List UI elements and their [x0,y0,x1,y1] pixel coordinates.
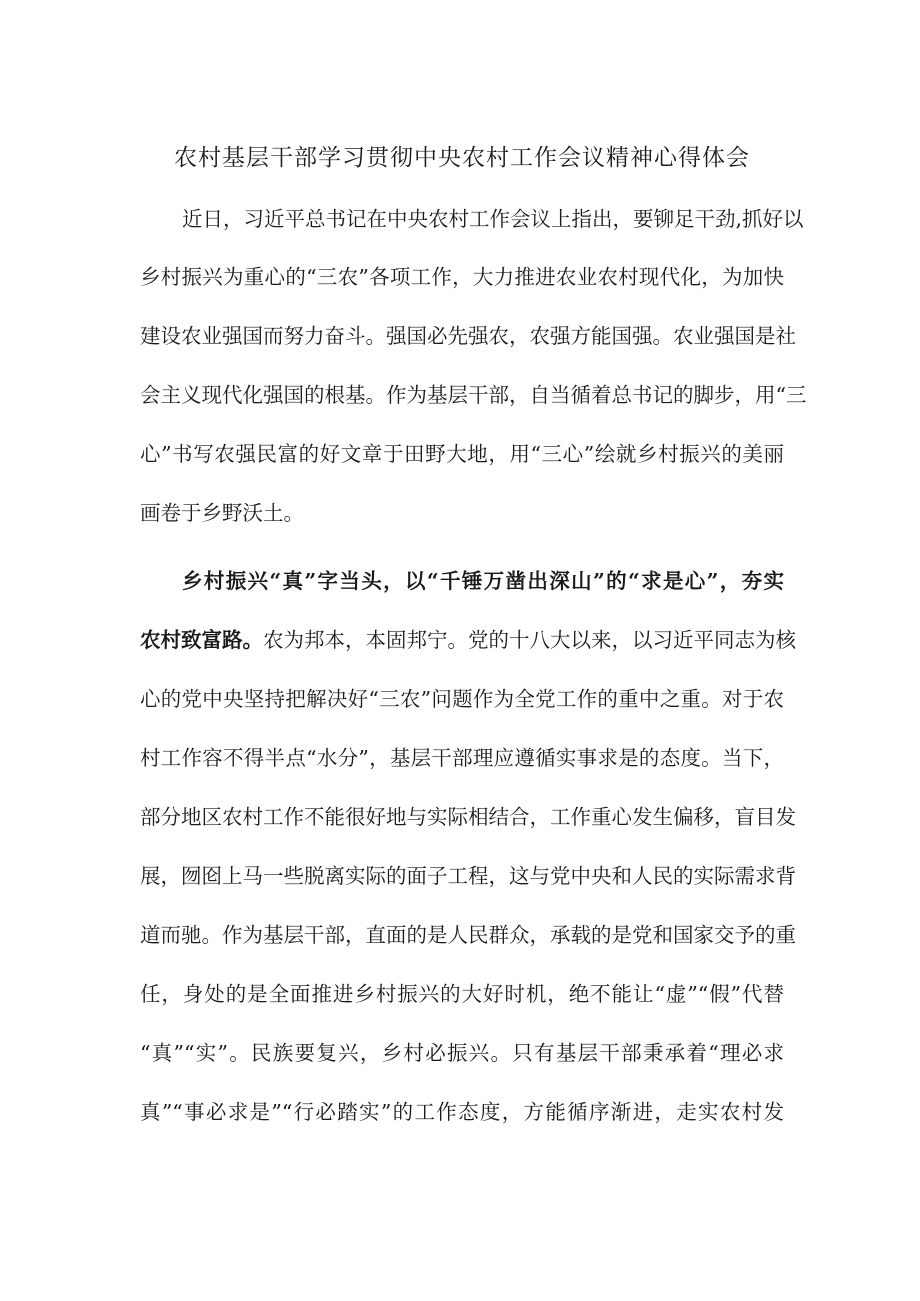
paragraph-1-line-1: 近日，习近平总书记在中央农村工作会议上指出，要铆足干劲,抓好以 [182,207,804,231]
paragraph-2-line-2-rest: 农为邦本，本固邦宁。党的十八大以来，以习近平同志为核 [263,628,796,652]
paragraph-2-line-6: 展，囫囵上马一些脱离实际的面子工程，这与党中央和人民的实际需求背 [140,864,796,888]
paragraph-1-line-3: 建设农业强国而努力奋斗。强国必先强农，农强方能国强。农业强国是社 [140,324,796,348]
paragraph-1-line-4: 会主义现代化强国的根基。作为基层干部，自当循着总书记的脚步，用“三 [140,383,807,407]
document-title: 农村基层干部学习贯彻中央农村工作会议精神心得体会 [174,145,750,171]
paragraph-1-line-6: 画卷于乡野沃土。 [140,501,304,525]
paragraph-2-line-2 [140,625,796,655]
paragraph-1-line-2: 乡村振兴为重心的“三农”各项工作，大力推进农业农村现代化，为加快 [140,265,784,289]
paragraph-2-line-5: 部分地区农村工作不能很好地与实际相结合，工作重心发生偏移，盲目发 [140,805,796,829]
paragraph-2-line-3: 心的党中央坚持把解决好“三农”问题作为全党工作的重中之重。对于农 [140,687,784,711]
paragraph-2-line-9: “真”“实”。民族要复兴，乡村必振兴。只有基层干部秉承着“理必求 [140,1041,784,1065]
paragraph-2-heading-line-2: 农村致富路。 [140,628,263,652]
paragraph-2-line-4: 村工作容不得半点“水分”，基层干部理应遵循实事求是的态度。当下， [140,746,784,770]
paragraph-2-line-8: 任，身处的是全面推进乡村振兴的大好时机，绝不能让“虚”“假”代替 [140,982,784,1006]
paragraph-2-line-7: 道而驰。作为基层干部，直面的是人民群众，承载的是党和国家交予的重 [140,923,796,947]
paragraph-1-line-5: 心”书写农强民富的好文章于田野大地，用“三心”绘就乡村振兴的美丽 [140,442,784,466]
paragraph-2-heading-line-1: 乡村振兴“真”字当头，以“千锤万凿出深山”的“求是心”，夯实 [182,569,784,593]
paragraph-2-line-10: 真”“事必求是”“行必踏实”的工作态度，方能循序渐进，走实农村发 [140,1100,784,1124]
